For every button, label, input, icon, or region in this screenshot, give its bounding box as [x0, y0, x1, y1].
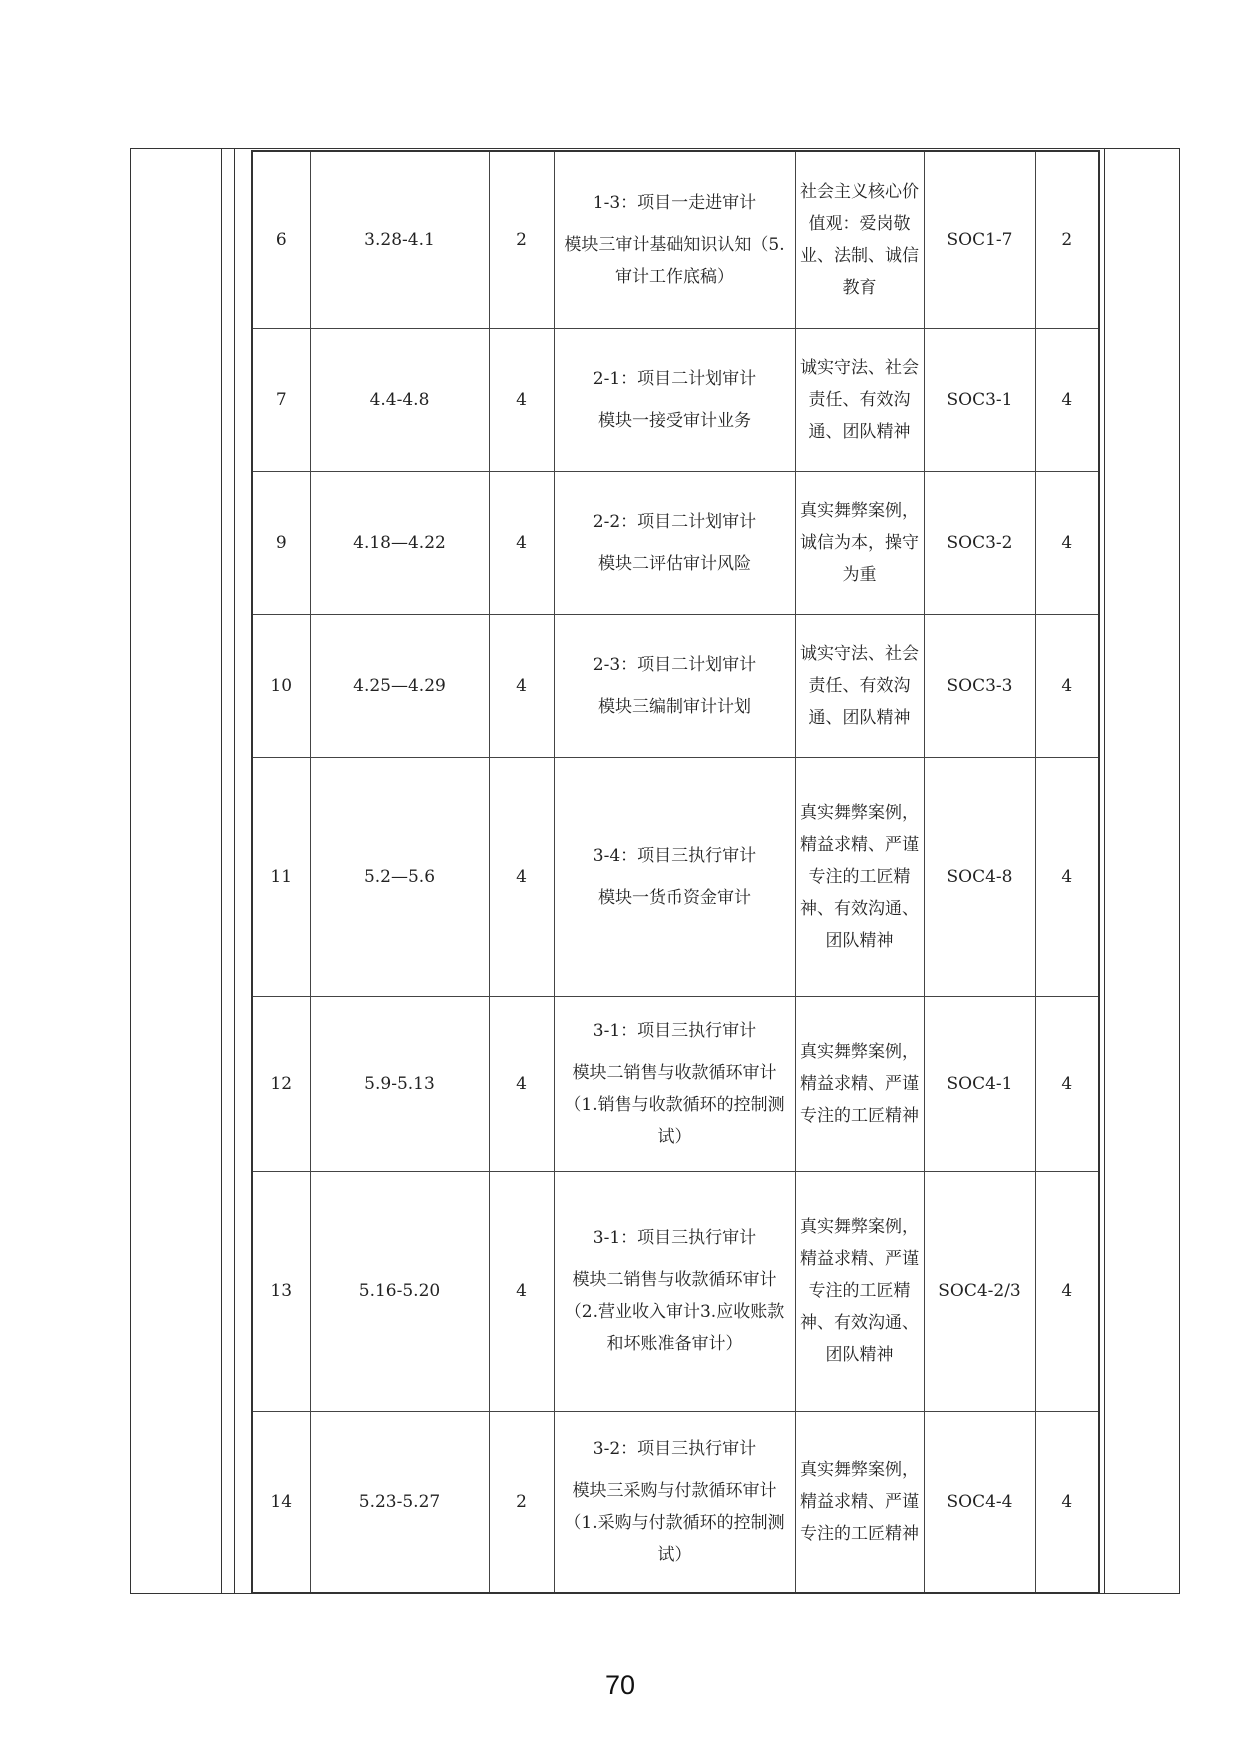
left-merged-column [130, 148, 222, 1594]
double-rule-left [234, 148, 235, 1594]
week-number: 14 [252, 1411, 310, 1593]
table-row [252, 1411, 1099, 1593]
ideology-element: 社会主义核心价值观：爱岗敬业、法制、诚信教育 [795, 151, 924, 328]
ideology-element: 诚实守法、社会责任、有效沟通、团队精神 [795, 328, 924, 471]
class-hours: 2 [489, 1411, 554, 1593]
objective-code: SOC1-7 [924, 151, 1035, 328]
objective-code: SOC3-3 [924, 614, 1035, 757]
teaching-content [554, 328, 795, 471]
double-rule-right [1104, 148, 1105, 1594]
class-hours: 2 [489, 151, 554, 328]
ideology-element: 真实舞弊案例，精益求精、严谨专注的工匠精神 [795, 996, 924, 1171]
content-detail: 模块二评估审计风险 [598, 553, 751, 574]
table-row [252, 614, 1099, 757]
class-hours: 4 [489, 1171, 554, 1411]
class-hours: 4 [489, 996, 554, 1171]
last-column-value: 4 [1035, 328, 1099, 471]
date-range: 3.28-4.1 [310, 151, 489, 328]
week-number: 10 [252, 614, 310, 757]
objective-code: SOC3-2 [924, 471, 1035, 614]
teaching-content [554, 996, 795, 1171]
page-number: 70 [604, 1670, 636, 1700]
date-range: 5.2—5.6 [310, 757, 489, 996]
date-range: 4.25—4.29 [310, 614, 489, 757]
content-heading: 2-2：项目二计划审计 [592, 511, 757, 532]
teaching-content [554, 1171, 795, 1411]
ideology-element: 诚实守法、社会责任、有效沟通、团队精神 [795, 614, 924, 757]
week-number: 9 [252, 471, 310, 614]
week-number: 11 [252, 757, 310, 996]
content-detail: 模块一接受审计业务 [598, 410, 751, 431]
content-detail: 模块二销售与收款循环审计（1.销售与收款循环的控制测试） [564, 1062, 785, 1147]
last-column-value: 4 [1035, 996, 1099, 1171]
last-column-value: 4 [1035, 1171, 1099, 1411]
table-row [252, 996, 1099, 1171]
content-detail: 模块三采购与付款循环审计（1.采购与付款循环的控制测试） [564, 1480, 785, 1565]
objective-code: SOC4-8 [924, 757, 1035, 996]
table-row [252, 471, 1099, 614]
class-hours: 4 [489, 614, 554, 757]
content-heading: 3-1：项目三执行审计 [592, 1020, 757, 1041]
objective-code: SOC3-1 [924, 328, 1035, 471]
teaching-content [554, 1411, 795, 1593]
teaching-content [554, 757, 795, 996]
date-range: 5.16-5.20 [310, 1171, 489, 1411]
schedule-table [251, 150, 1100, 1594]
ideology-element: 真实舞弊案例，诚信为本，操守为重 [795, 471, 924, 614]
week-number: 12 [252, 996, 310, 1171]
content-detail: 模块三审计基础知识认知（5.审计工作底稿） [564, 234, 785, 287]
last-column-value: 4 [1035, 614, 1099, 757]
class-hours: 4 [489, 328, 554, 471]
teaching-content [554, 614, 795, 757]
ideology-element: 真实舞弊案例，精益求精、严谨专注的工匠精神、有效沟通、团队精神 [795, 757, 924, 996]
objective-code: SOC4-1 [924, 996, 1035, 1171]
table-row [252, 1171, 1099, 1411]
objective-code: SOC4-4 [924, 1411, 1035, 1593]
teaching-content [554, 151, 795, 328]
content-heading: 3-1：项目三执行审计 [592, 1228, 757, 1248]
content-heading: 2-1：项目二计划审计 [592, 368, 757, 389]
last-column-value: 4 [1035, 471, 1099, 614]
week-number: 7 [252, 328, 310, 471]
content-heading: 2-3：项目二计划审计 [592, 654, 757, 675]
content-heading: 3-4：项目三执行审计 [592, 845, 757, 866]
ideology-element: 真实舞弊案例，精益求精、严谨专注的工匠精神、有效沟通、团队精神 [795, 1171, 924, 1411]
date-range: 4.4-4.8 [310, 328, 489, 471]
teaching-content [554, 471, 795, 614]
table-row [252, 328, 1099, 471]
content-heading: 3-2：项目三执行审计 [592, 1438, 757, 1459]
table-row [252, 757, 1099, 996]
date-range: 4.18—4.22 [310, 471, 489, 614]
content-heading: 1-3：项目一走进审计 [592, 192, 757, 213]
content-detail: 模块二销售与收款循环审计（2.营业收入审计3.应收账款和坏账准备审计） [564, 1270, 785, 1354]
ideology-element: 真实舞弊案例，精益求精、严谨专注的工匠精神 [795, 1411, 924, 1593]
objective-code: SOC4-2/3 [924, 1171, 1035, 1411]
class-hours: 4 [489, 471, 554, 614]
week-number: 6 [252, 151, 310, 328]
date-range: 5.9-5.13 [310, 996, 489, 1171]
last-column-value: 2 [1035, 151, 1099, 328]
week-number: 13 [252, 1171, 310, 1411]
date-range: 5.23-5.27 [310, 1411, 489, 1593]
last-column-value: 4 [1035, 757, 1099, 996]
content-detail: 模块一货币资金审计 [598, 887, 751, 908]
content-detail: 模块三编制审计计划 [598, 696, 751, 717]
table-row [252, 151, 1099, 328]
class-hours: 4 [489, 757, 554, 996]
last-column-value: 4 [1035, 1411, 1099, 1593]
